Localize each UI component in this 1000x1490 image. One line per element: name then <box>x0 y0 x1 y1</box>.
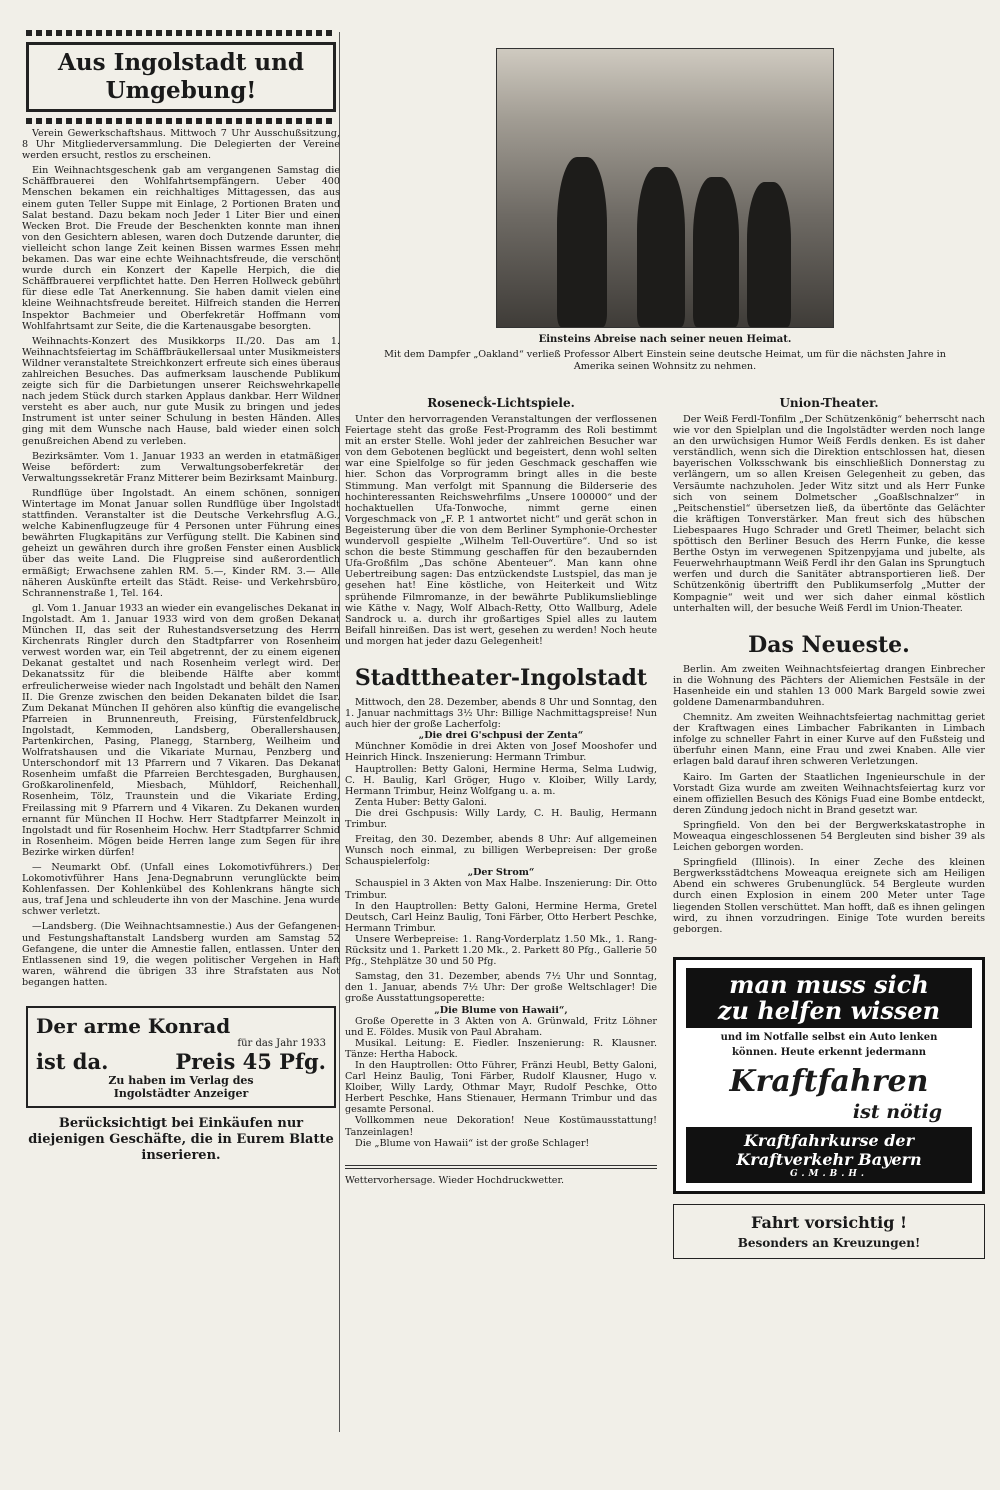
ad-text2: können. Heute erkennt jedermann <box>731 1046 927 1058</box>
ornament-rule <box>345 1165 657 1169</box>
article-rundfluege: Rundflüge über Ingolstadt. An einem schönen, sonnigen Wintertage im Monat Januar sollen Rundflüge über Ingolstadt stattfinden. Veranstalter ist die Deutsche Verkehrsflug A.G., welche Kabinenflugzeuge für 4 Personen unter Führung eines bewährten Flugkapitäns zur Verfügung stellt. Die Kabinen sind geheizt un gewähren durch ihre großen Fenster einen Ausblick über das weite Land. Die Flugpreise sind außerordentlich ermäßigt; Erwachsene zahlen RM. 5.—, Kinder RM. 3.— Alle näheren Auskünfte erteilt das Städt. Reise- und Verkehrsbüro, Schrannenstraße 1, Tel. 164. <box>22 487 340 599</box>
einstein-photo <box>496 48 834 328</box>
photo-caption-text: Mit dem Dampfer „Oakland“ verließ Professor Albert Einstein seine deutsche Heimat, um für die nächsten Jahre in Amerika seinen Wohnsitz zu nehmen. <box>384 349 946 372</box>
stadt-p14: Musikal. Leitung: E. Fiedler. Inszenierung: R. Klausner. Tänze: Hertha Habock. <box>345 1037 657 1060</box>
article-bezirksaemter: Bezirksämter. Vom 1. Januar 1933 an werden in etatmäßiger Weise befördert: zum Verwaltungsoberfekretär der Verwaltungssekretär Franz Mitterer beim Bezirksamt Mainburg. <box>22 450 340 484</box>
stadt-p2: Münchner Komödie in drei Akten von Josef Mooshofer und Heinrich Hinck. Inszenierung: Hermann Trimbur. <box>345 741 657 764</box>
ad-fahrt-line2: Besonders an Kreuzungen! <box>737 1235 921 1250</box>
stadt-p8: Schauspiel in 3 Akten von Max Halbe. Inszenierung: Dir. Otto Trimbur. <box>345 878 657 901</box>
rosen-title: Rosenecḱ-Lichtspiele. <box>427 396 575 410</box>
ad-line1: Zu haben im Verlag des <box>108 1074 254 1088</box>
ad-year: für das Jahr 1933 <box>237 1038 326 1050</box>
article-dekanat: gl. Vom 1. Januar 1933 an wieder ein evangelisches Dekanat in Ingolstadt. Am 1. Januar 1933 wird von dem großen Dekanat München II, das seit der Ruhestandsversetzung des Herrn Kirchenrats Ringler durch den Stadtpfarrer von Rosenheim verwest worden war, ein Teil abgetrennt, der zu einem eigenen Dekanat gestaltet und nach Rosenheim verlegt wird. Der Dekanatssitz für die bleibende Hälfte aber kommt erfreulicherweise wieder nach Ingolstadt und behält den Namen II. Die Grenze zwischen den beiden Dekanaten bildet die Isar. Zum Dekanat München II gehören also künftig die evangelische Pfarreien in Brunnenreuth, Freising, Fürstenfeldbruck, Ingolstadt, Kemmoden, Landsberg, Oberallershausen, Partenkirchen, Pasing, Planegg, Starnberg, Weilheim und Wolfratshausen und die Vikariate Murnau, Penzberg und Unterschondorf mit 13 Pfarrern und 7 Vikaren. Das Dekanat Rosenheim umfaßt die Pfarreien Berchtesgaden, Burghausen, Großkarolinenfeld, Miesbach, Mühldorf, Reichenhall, Rosenheim, Tölz, Traunstein und die Vikariate Erding, Freilassing mit 9 Pfarrern und 4 Vikaren. Zu Dekanen wurden ernannt für München II Hochw. Herr Stadtpfarrer Meinzolt in Ingolstadt und für Rosenheim Hochw. Herr Stadtpfarrer Schmid in Rosenheim. Mögen beide Herren lange zum Segen für ihre Bezirke wirken dürfen! <box>22 602 340 858</box>
ad-band1: Kraftfahrkurse der <box>744 1130 914 1150</box>
wetter: Wettervorhersage. Wieder Hochdruckwetter. <box>345 1174 565 1186</box>
stadt-p7: „Der Strom“ <box>467 867 535 879</box>
subcol-left <box>345 396 657 1259</box>
stadt-p6: Freitag, den 30. Dezember, abends 8 Uhr: Auf allgemeinen Wunsch noch einmal, zu billigen Werbepreisen: Der große Schauspielerfolg: <box>345 834 657 868</box>
rosen-text: Unter den hervorragenden Veranstaltungen der verflossenen Feiertage steht das große Fest-Programm des Roli bestimmt mit an erster Stelle. Wohl jeder der zahlreichen Besucher war von dem Gebotenen beglückt und begeistert, denn wohl selten war eine Spielfolge so für jeden Geschmack geschaffen wie hier. Schon das Vorprogramm bringt alles in die beste Stimmung. Man verfolgt mit Spannung die Bilderserie des hochinteressanten Reichswehrfilms „Unsere 100000“ und der hochaktuellen Ufa-Tonwoche, nimmt gerne einen Vorgeschmack von „F. P. 1 antwortet nicht“ und gerät schon in Begeisterung über die von dem Berliner Symphonie-Orchester wundervoll gespielte „Wilhelm Tell-Ouvertüre“. Und so ist schon die beste Stimmung geschaffen für den bezaubernden Ufa-Großfilm „Das schöne Abenteuer“. Man kann ohne Uebertreibung sagen: Das entzückendste Lustspiel, das man je gesehen hat! Eine köstliche, von Heiterkeit und Witz sprühende Filmromanze, in der bewährte Publikumslieblinge wie Käthe v. Nagy, Wolf Albach-Retty, Otto Wallburg, Adele Sandrock u. a. durch ihr großartiges Spiel alles zu lautem Beifall hinreißen. Das ist wert, gesehen zu werden! Noch heute und morgen hat jeder dazu Gelegenheit! <box>345 414 657 647</box>
article-weihnachtsgeschenk: Ein Weihnachtsgeschenk gab am vergangenen Samstag die Schäffbrauerei den Wohlfahrtsempfängern. Ueber 400 Menschen bekamen ein reichhaltiges Mittagessen, das aus einem guten Teller Suppe mit Einlage, 2 Portionen Braten und Salat bestand. Dazu bekam noch Jeder 1 Liter Bier und einen Wecken Brot. Die Freude der Beschenkten konnte man ihnen von den Gesichtern ablesen, waren doch Dutzende darunter, die vielleicht schon lange Zeit keinen Bissen warmes Essen mehr bekamen. Das war eine echte Weihnachtsfreude, die verschönt wurde durch ein Konzert der Kapelle Herpich, die die Schäffbrauerei verpflichtet hatte. Den Herren Hollweck gebührt für diese edle Tat Anerkennung. Sie haben damit vielen eine kleine Weihnachtsfreude bereitet. Hilfreich standen die Herren Inspektor Bachmeier und Oberfekretär Hoffmann vom Wohlfahrtsamt zur Seite, die die Kartenausgabe besorgten. <box>22 165 340 332</box>
section-header-line1: Aus Ingolstadt und <box>58 49 304 76</box>
ad-kraftfahren <box>673 957 985 1194</box>
neueste-item: Springfield. Von den bei der Bergwerkskatastrophe in Moweaqua eingeschlossenen 54 Bergleuten sind bisher 39 als Leichen geborgen worden. <box>673 819 985 854</box>
ad-line2: Ingolstädter Anzeiger <box>113 1087 249 1101</box>
ad-slogan1: man muss sich <box>729 969 929 999</box>
ad-slogan2: zu helfen wissen <box>717 995 941 1025</box>
right-column <box>345 30 985 1450</box>
stadt-p0: Mittwoch, den 28. Dezember, abends 8 Uhr und Sonntag, den 1. Januar nachmittags 3½ Uhr: Billige Nachmittagspreise! Nun auch hier der große Lacherfolg: <box>345 696 657 731</box>
footer-note: Berücksichtigt bei Einkäufen nur diejenigen Geschäfte, die in Eurem Blatte inserieren. <box>28 1116 334 1164</box>
ad-ist-noetig: ist nötig <box>852 1100 942 1123</box>
ad-band2: Kraftverkehr Bayern <box>736 1149 922 1169</box>
stadt-p5: Die drei Gschpusis: Willy Lardy, C. H. Baulig, Hermann Trimbur. <box>345 807 657 830</box>
stadt-p4: Zenta Huber: Betty Galoni. <box>355 796 487 808</box>
neueste-item: Kairo. Im Garten der Staatlichen Ingenieurschule in der Vorstadt Giza wurde am zweiten Weihnachtsfeiertag kurz vor einem offiziellen Besuch des Königs Fuad eine Bombe entdeckt, deren Zündung jedoch nicht in Brand gesetzt war. <box>673 771 985 816</box>
stadt-title: Stadttheater-Ingolstadt <box>354 664 648 691</box>
ornament-rule <box>26 30 336 36</box>
union-text: Der Weiß Ferdl-Tonfilm „Der Schützenkönig“ beherrscht nach wie vor den Spielplan und die Ingolstädter werden noch lange an den urwüchsigen Humor Weiß Ferdls denken. Es ist daher verständlich, wenn sich die Direktion entschlossen hat, diesen bayerischen Volksschwank bis einschließlich Donnerstag zu verlängern, um so allen Kreisen Gelegenheit zu geben, das Versäumte nachzuholen. Jeder Witz sitzt und als Herr Funke sich von seinem Dolmetscher „Goaßlschnalzer“ in „Peitschenstiel“ übersetzen ließ, da übertönte das Gelächter die kräftigen Tonverstärker. Man freut sich des hübschen Liebespaares Hugo Schrader und Gretl Theimer, belacht sich spöttisch den Berliner Besuch des Herrn Funke, die kesse Berthe Ostyn im verwegenen Spitzenpyjama und jubelte, als Feuerwehrhauptmann Weiß Ferdl ihr den Galan ins Sprungtuch werfen und durch die Sanitäter abtransportieren ließ. Der Schützenkönig übertrifft den Publikumserfolg „Mutter der Kompagnie“ weit und wer sich daher einmal köstlich unterhalten will, der besuche Weiß Ferdl im Union-Theater. <box>673 414 985 614</box>
stadt-p17: Die „Blume von Hawaii“ ist der große Schlager! <box>355 1137 590 1149</box>
article-neumarkt: — Neumarkt Obf. (Unfall eines Lokomotivführers.) Der Lokomotivführer Hans Jena-Degnabrunn verunglückte beim Kohlenfassen. Der Kohlenkübel des Kohlenkrans hängte sich aus, traf Jena und schleuderte ihn von der Maschine. Jena wurde schwer verletzt. <box>22 862 340 918</box>
stadt-paras <box>345 697 657 1149</box>
section-header-box <box>26 42 336 112</box>
stadt-p12: „Die Blume von Hawaii“, <box>434 1004 568 1016</box>
ad-band <box>686 1127 972 1183</box>
photo-caption-title: Einsteins Abreise nach seiner neuen Heimat. <box>538 334 792 345</box>
ad-slogan <box>686 968 972 1028</box>
union-title: Union-Theater. <box>779 396 879 410</box>
article-landsberg: —Landsberg. (Die Weihnachtsamnestie.) Aus der Gefangenen- und Festungshaftanstalt Landsberg wurden am Samstag 52 Gefangene, die unter die Amnestie fallen, entlassen. Unter den Entlassenen sind 19, die wegen politischer Vergehen in Haft waren, während die übrigen 33 ihre Strafstaten aus Not begangen hatten. <box>22 921 340 988</box>
ad-kraftfahren-big: Kraftfahren <box>729 1063 929 1099</box>
neueste-item: Chemnitz. Am zweiten Weihnachtsfeiertag nachmittag geriet der Kraftwagen eines Limbacher Fabrikanten in Limbach infolge zu schneller Fahrt in einer Kurve auf den Fußsteig und überfuhr einen Mann, eine Frau und zwei Knaben. Alle vier erlagen bald darauf ihren schweren Verletzungen. <box>673 712 985 768</box>
ad-ist-da: ist da. <box>36 1049 109 1075</box>
neueste-item: Springfield (Illinois). In einer Zeche des kleinen Bergwerksstädtchens Moweaqua ereignete sich am Heiligen Abend ein schweres Grubenunglück. 54 Bergleute wurden durch einen Explosion in einem 200 Meter unter Tage liegenden Stollen verschüttet. Man hofft, daß es ihnen gelingen wird, zu ihnen vorzudringen. Einige Tote wurden bereits geborgen. <box>673 857 985 935</box>
ad-band-tag: G.M.B.H. <box>790 1168 868 1179</box>
article-konzert: Weihnachts-Konzert des Musikkorps II./20. Das am 1. Weihnachtsfeiertag im Schäffbräukellersaal unter Musikmeisters Wildner veranstaltete Streichkonzert erfreute sich eines überaus zahlreichen Besuches. Das aufmerksam lauschende Publikum zeigte sich für die Darbietungen unserer Reichswehrkapelle nach jedem Stück durch starken Applaus dankbar. Herr Wildner versteht es aber auch, nur gute Musik zu bringen und jedes Instrument ist unter seiner Schulung in besten Händen. Alles ging mit dem Wunsche nach Hause, bald wieder einen solch genußreichen Abend zu verleben. <box>22 335 340 447</box>
right-subcolumns <box>345 396 985 1259</box>
stadt-p10: Unsere Werbepreise: 1. Rang-Vorderplatz 1.50 Mk., 1. Rang-Rücksitz und 1. Parkett 1.20 Mk., 2. Parkett 80 Pfg., Gallerie 50 Pfg., Stehplätze 30 und 50 Pfg. <box>345 933 657 968</box>
section-header-line2: Umgebung! <box>105 77 257 104</box>
article-gewerkschaftshaus: Verein Gewerkschaftshaus. Mittwoch 7 Uhr Ausschußsitzung, 8 Uhr Mitgliederversammlung. Die Delegierten der Vereine werden ersucht, restlos zu erscheinen. <box>22 128 340 162</box>
ad-fahrt-vorsichtig <box>673 1204 985 1259</box>
stadt-p3: Hauptrollen: Betty Galoni, Hermine Herma, Selma Ludwig, C. H. Baulig, Karl Gröger, Hugo v. Kloiber, Willy Lardy, Hermann Trimbur, Heinz Wolfgang u. a. m. <box>345 763 657 797</box>
stadt-p13: Große Operette in 3 Akten von A. Grünwald, Fritz Löhner und E. Földes. Musik von Paul Abraham. <box>345 1015 657 1038</box>
ad-price: Preis 45 Pfg. <box>175 1049 326 1075</box>
ad-title: Der arme Konrad <box>36 1014 231 1039</box>
stadt-p9: In den Hauptrollen: Betty Galoni, Hermine Herma, Gretel Deutsch, Carl Heinz Baulig, Toni Färber, Otto Herbert Peschke, Hermann Trimbur. <box>345 900 657 934</box>
ad-text1: und im Notfalle selbst ein Auto lenken <box>720 1031 938 1043</box>
subcol-right <box>673 396 985 1259</box>
neueste-title: Das Neueste. <box>748 631 910 658</box>
stadt-p11: Samstag, den 31. Dezember, abends 7½ Uhr und Sonntag, den 1. Januar, abends 7½ Uhr: Der große Weltschlager! Die große Ausstattungsoperette: <box>345 971 657 1005</box>
ad-fahrt-line1: Fahrt vorsichtig ! <box>751 1212 907 1232</box>
stadt-p1: „Die drei G'schpusi der Zenta“ <box>418 730 584 742</box>
ad-arme-konrad <box>26 1006 336 1108</box>
stadt-p16: Vollkommen neue Dekoration! Neue Kostümausstattung! Tanzeinlagen! <box>345 1115 657 1138</box>
left-column <box>22 30 340 1450</box>
neueste-item: Berlin. Am zweiten Weihnachtsfeiertag drangen Einbrecher in die Wohnung des Pächters der Aliemichen Festsäle in der Hasenheide ein und stahlen 13 000 Mark Bargeld sowie zwei goldene Damenarmbanduhren. <box>673 663 985 708</box>
ornament-rule <box>26 118 336 124</box>
stadt-p15: In den Hauptrollen: Otto Führer, Fränzi Heubl, Betty Galoni, Carl Heinz Baulig, Toni Färber, Rudolf Klausner, Hugo v. Kloiber, Willy Lardy, Othmar Mayr, Rudolf Peschke, Otto Herbert Peschke, Hans Stienauer, Hermann Trimbur und das gesamte Personal. <box>345 1059 657 1116</box>
